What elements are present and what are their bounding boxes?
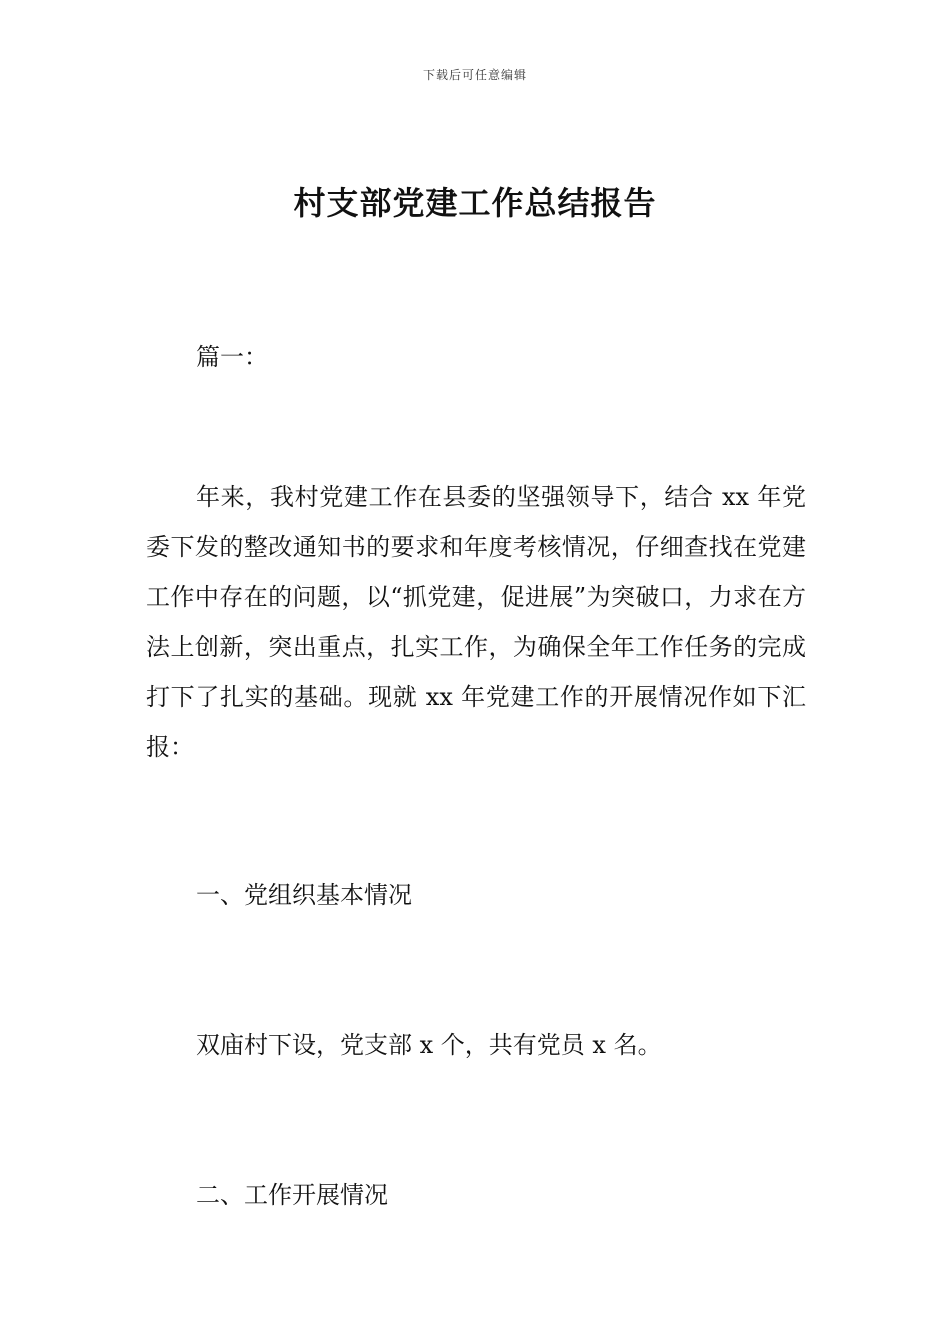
section-heading-2: 二、工作开展情况 [196,1181,388,1209]
section-heading-1: 一、党组织基本情况 [196,881,412,909]
header-note: 下载后可任意编辑 [422,68,527,82]
section-label: 篇一： [196,343,268,371]
document-title: 村支部党建工作总结报告 [293,184,657,222]
intro-paragraph: 年来，我村党建工作在县委的坚强领导下，结合 xx 年党委下发的整改通知书的要求和年度考核情况，仔细查找在党建工作中存在的问题，以“抓党建，促进展”为突破口，力求在方法上创新，突出重点，扎实工作，为确保全年工作任务的完成打下了扎实的基础。现就 xx 年党建工作的开展情况作如下汇报： [146,483,806,761]
paragraph-1: 双庙村下设，党支部 x 个，共有党员 x 名。 [196,1031,662,1059]
